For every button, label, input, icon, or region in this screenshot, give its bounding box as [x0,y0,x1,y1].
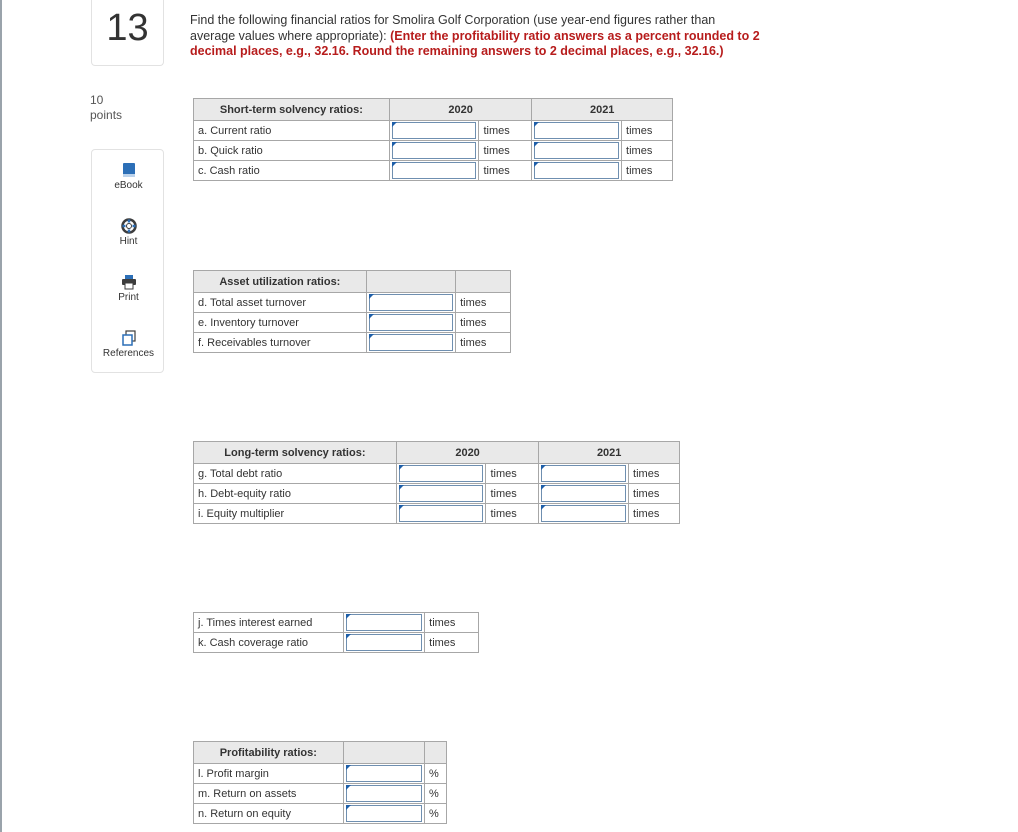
question-number: 13 [91,0,164,66]
points-value: 10 [90,93,104,107]
times-interest-earned-input[interactable] [346,614,422,631]
total-debt-ratio-2021-input[interactable] [541,465,626,482]
input-marker [392,142,397,147]
tools-panel [91,149,164,373]
input-marker [534,162,539,167]
input-marker [346,765,351,770]
quick-ratio-2020-input[interactable] [392,142,477,159]
row-label: e. Inventory turnover [194,313,367,333]
year-2021-header: 2021 [539,442,680,464]
unit-label: times [629,464,680,484]
table-header [194,742,447,764]
unit-label: % [425,804,447,824]
debt-equity-ratio-2021-input[interactable] [541,485,626,502]
return-on-assets-input[interactable] [346,785,422,802]
row-label: a. Current ratio [194,121,390,141]
table-row [194,804,447,824]
unit-label: times [486,464,539,484]
row-label: i. Equity multiplier [194,504,397,524]
equity-multiplier-2020-input[interactable] [399,505,484,522]
input-marker [541,465,546,470]
row-label: m. Return on assets [194,784,344,804]
table-row [194,293,511,313]
print-label: Print [118,292,139,303]
input-marker [399,485,404,490]
ebook-button[interactable] [92,162,165,191]
table-row [194,484,680,504]
profitability-table [193,741,447,824]
current-ratio-2021-input[interactable] [534,122,619,139]
input-marker [541,485,546,490]
table-row [194,504,680,524]
unit-label: times [456,313,511,333]
input-marker [369,314,374,319]
printer-icon [121,274,137,290]
points-label: points [90,108,123,122]
input-marker [534,142,539,147]
table-header [194,442,680,464]
row-label: l. Profit margin [194,764,344,784]
long-term-table [193,441,680,524]
total-debt-ratio-2020-input[interactable] [399,465,484,482]
input-marker [392,122,397,127]
unit-label: times [486,504,539,524]
row-label: f. Receivables turnover [194,333,367,353]
table-row [194,464,680,484]
unit-label: times [486,484,539,504]
row-label: n. Return on equity [194,804,344,824]
receivables-turnover-input[interactable] [369,334,453,351]
input-marker [399,505,404,510]
debt-equity-ratio-2020-input[interactable] [399,485,484,502]
cash-ratio-2020-input[interactable] [392,162,477,179]
equity-multiplier-2021-input[interactable] [541,505,626,522]
asset-utilization-header: Asset utilization ratios: [194,271,367,293]
references-label: References [102,348,155,359]
input-marker [369,294,374,299]
row-label: j. Times interest earned [194,613,344,633]
prompt-instruction: (Enter the profitability ratio answers as a percent rounded to 2 decimal places, e.g., 32.16. Round the remaining answers to 2 decimal places, e.g., 32.16.) [190,28,760,58]
unit-label: times [479,141,532,161]
unit-label: times [479,161,532,181]
input-marker [399,465,404,470]
unit-label: times [456,293,511,313]
table-row [194,333,511,353]
input-marker [346,614,351,619]
unit-label: % [425,784,447,804]
inventory-turnover-input[interactable] [369,314,453,331]
table-header [194,271,511,293]
input-marker [369,334,374,339]
input-marker [534,122,539,127]
table-row [194,784,447,804]
year-2021-header: 2021 [532,99,673,121]
unit-label: times [425,613,479,633]
cash-ratio-2021-input[interactable] [534,162,619,179]
table-row [194,633,479,653]
ebook-label: eBook [114,180,143,191]
table-row [194,141,673,161]
table-row [194,313,511,333]
table-header [194,99,673,121]
input-marker [541,505,546,510]
year-2020-header: 2020 [396,442,539,464]
table-row [194,121,673,141]
lifebuoy-icon [121,218,137,234]
current-ratio-2020-input[interactable] [392,122,477,139]
hint-button[interactable] [92,218,165,247]
input-marker [346,785,351,790]
left-border [0,0,2,832]
quick-ratio-2021-input[interactable] [534,142,619,159]
total-asset-turnover-input[interactable] [369,294,453,311]
cash-coverage-ratio-input[interactable] [346,634,422,651]
references-icon [121,330,137,346]
row-label: g. Total debt ratio [194,464,397,484]
profit-margin-input[interactable] [346,765,422,782]
table-row [194,764,447,784]
unit-label: times [425,633,479,653]
asset-utilization-table [193,270,511,353]
row-label: h. Debt-equity ratio [194,484,397,504]
row-label: k. Cash coverage ratio [194,633,344,653]
prompt-text: Find the following financial ratios for Smolira Golf Corporation (use year-end figures rather than average values where appropriate): [190,13,716,43]
short-term-header: Short-term solvency ratios: [194,99,390,121]
unit-label: times [629,504,680,524]
input-marker [346,634,351,639]
question-prompt [190,13,760,60]
row-label: d. Total asset turnover [194,293,367,313]
unit-label: times [629,484,680,504]
input-marker [392,162,397,167]
unit-label: % [425,764,447,784]
coverage-table [193,612,479,653]
unit-label: times [622,161,673,181]
unit-label: times [456,333,511,353]
year-2020-header: 2020 [389,99,532,121]
unit-label: times [622,121,673,141]
unit-label: times [622,141,673,161]
row-label: c. Cash ratio [194,161,390,181]
points-info [90,93,122,123]
table-row [194,161,673,181]
hint-label: Hint [119,236,138,247]
book-icon [122,162,136,178]
references-button[interactable] [92,330,165,359]
table-row [194,613,479,633]
row-label: b. Quick ratio [194,141,390,161]
profitability-header: Profitability ratios: [194,742,344,764]
print-button[interactable] [92,274,165,303]
unit-label: times [479,121,532,141]
input-marker [346,805,351,810]
return-on-equity-input[interactable] [346,805,422,822]
long-term-header: Long-term solvency ratios: [194,442,397,464]
short-term-table [193,98,673,181]
